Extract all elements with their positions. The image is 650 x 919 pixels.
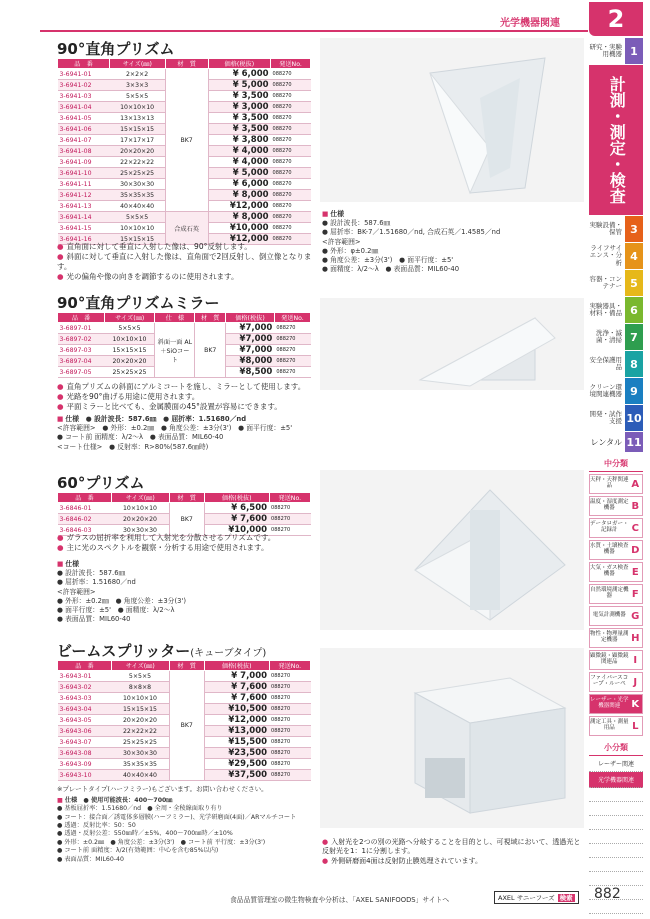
shipping-no: 088270	[274, 334, 310, 345]
product-size: 20×20×20	[111, 514, 169, 525]
product-size: 10×10×10	[110, 223, 166, 234]
shipping-no: 088270	[271, 168, 311, 179]
side-navigation	[589, 38, 643, 919]
product-price: ¥12,000	[204, 715, 269, 726]
product-code: 3-6943-08	[58, 748, 112, 759]
product-price: ¥ 5,000	[208, 80, 270, 91]
product-price: ¥8,500	[226, 367, 275, 378]
product-code: 3-6941-01	[58, 69, 110, 80]
product-price: ¥12,000	[208, 234, 270, 245]
product-price: ¥7,000	[226, 334, 275, 345]
mid-category-d[interactable]: 水質・土壌検査機器 D	[589, 540, 643, 560]
shipping-no: 088270	[271, 146, 311, 157]
product-price: ¥ 6,500	[204, 503, 269, 514]
shipping-no: 088270	[271, 212, 311, 223]
product-code: 3-6941-04	[58, 102, 110, 113]
category-label: 光学機器関連	[500, 18, 560, 29]
product-price: ¥ 7,600	[204, 682, 269, 693]
product-code: 3-6897-03	[58, 345, 105, 356]
mid-category-a[interactable]: 天秤・天秤関連品 A	[589, 474, 643, 494]
mid-category-f[interactable]: 自然環境測定機器 F	[589, 584, 643, 604]
shipping-no: 088270	[271, 102, 311, 113]
table-row	[58, 503, 311, 514]
current-section-label: 計測・測定・検査	[607, 76, 627, 204]
product-price: ¥ 6,000	[208, 179, 270, 190]
product-size: 5×5×5	[105, 323, 155, 334]
shipping-no: 088270	[271, 190, 311, 201]
prism90-spec: ■ 仕様 ● 設計波長：587.6㎚ ● 屈折率：BK-7／1.51680／nd, 合成石英／1.4585／nd <許容範囲> ● 外形：φ±0.2㎜ ● 角度公差：±3分(3') ● 面平行度：±5' ● 面精度：λ/2～λ ● 表面品質：MIL60-40	[322, 210, 584, 274]
shipping-no: 088270	[269, 748, 310, 759]
product-price: ¥10,000	[204, 525, 269, 536]
product-size: 15×15×15	[105, 345, 155, 356]
product-price: ¥ 5,000	[208, 168, 270, 179]
product-code: 3-6941-07	[58, 135, 110, 146]
shipping-no: 088270	[269, 759, 310, 770]
splitter-title: ビームスプリッター(キューブタイプ)	[57, 642, 267, 660]
mirror-bullets: ● 直角プリズムの斜面にアルミコートを施し、ミラーとして使用します。 ● 光路を90°曲げる用途に使用されます。 ● 平面ミラーと比べても、金属膜面の45°設置が容易にできます。	[57, 382, 317, 412]
product-size: 13×13×13	[110, 113, 166, 124]
product-price: ¥ 8,000	[208, 190, 270, 201]
product-code: 3-6941-03	[58, 91, 110, 102]
material: 合成石英	[165, 212, 208, 245]
shipping-no: 088270	[271, 157, 311, 168]
product-size: 15×15×15	[110, 234, 166, 245]
page-number: 882	[594, 886, 621, 902]
side-tab-4[interactable]: ライフサイエンス・分析 4	[589, 243, 643, 269]
product-size: 30×30×30	[111, 748, 169, 759]
shipping-no: 088270	[271, 124, 311, 135]
product-size: 35×35×35	[110, 190, 166, 201]
shipping-no: 088270	[269, 704, 310, 715]
product-price: ¥8,000	[226, 356, 275, 367]
shipping-no: 088270	[271, 69, 311, 80]
side-tab-8[interactable]: 安全保護用品 8	[589, 351, 643, 377]
mid-category-j[interactable]: ファイバースコープ・ルーペ J	[589, 672, 643, 692]
side-tab-7[interactable]: 洗浄・滅菌・清掃 7	[589, 324, 643, 350]
product-size: 17×17×17	[110, 135, 166, 146]
mid-category-c[interactable]: データロガー・記録計 C	[589, 518, 643, 538]
product-size: 35×35×35	[111, 759, 169, 770]
material: BK7	[195, 323, 226, 378]
shipping-no: 088270	[271, 91, 311, 102]
product-code: 3-6941-13	[58, 201, 110, 212]
side-tab-1[interactable]: 研究・実験用機器 1	[589, 38, 643, 64]
product-size: 20×20×20	[110, 146, 166, 157]
side-tab-6[interactable]: 実験器具・材料・備品 6	[589, 297, 643, 323]
product-code: 3-6941-16	[58, 234, 110, 245]
shipping-no: 088270	[269, 693, 310, 704]
product-price: ¥7,000	[226, 323, 275, 334]
product-price: ¥10,500	[204, 704, 269, 715]
prism90-photo	[320, 38, 584, 202]
product-price: ¥13,000	[204, 726, 269, 737]
product-price: ¥ 4,000	[208, 146, 270, 157]
side-tab-rental[interactable]: レンタル 11	[589, 432, 643, 452]
product-code: 3-6943-03	[58, 693, 112, 704]
product-size: 10×10×10	[111, 693, 169, 704]
product-price: ¥15,500	[204, 737, 269, 748]
mid-category-title: 中分類	[589, 458, 643, 472]
shipping-no: 088270	[269, 671, 310, 682]
shipping-no: 088270	[271, 80, 311, 91]
table-row	[58, 671, 311, 682]
shipping-no: 088270	[271, 223, 311, 234]
shipping-no: 088270	[271, 135, 311, 146]
side-tab-10[interactable]: 開発・試作支援 10	[589, 405, 643, 431]
product-code: 3-6941-14	[58, 212, 110, 223]
footer-search-logo[interactable]: AXEL サニーフーズ 検索	[494, 891, 579, 904]
header-divider	[40, 30, 588, 32]
shipping-no: 088270	[274, 323, 310, 334]
product-price: ¥37,500	[204, 770, 269, 781]
mirror-spec: ■ 仕様 ● 設計波長：587.6㎚ ● 屈折率：1.51680／nd <許容範囲> ● 外形：±0.2㎜ ● 角度公差：±3分(3') ● 面平行度：±5' ● コート前 面精度：λ/2～λ ● 表面品質：MIL60-40 <コート仕様> ● 反射率：R>80%(587.6㎚時)	[57, 415, 357, 452]
small-category-laser[interactable]: レーザー関連	[589, 756, 643, 772]
splitter-spec: ■ 仕様 ● 使用可能波長：400～700㎚ ● 基板屈折率：1.51680／nd ● 全周・全稜線面取り有り ● コート：接合面／誘電体多層膜(ハーフミラー)、光学研磨面(4面)／ARマルチコート ● 透過：反射比率：50：50 ● 透過・反射公差：550㎚時／±5%、400～700㎚時／±10% ● 外形：±0.2㎜ ● 角度公差：±3分(3') ● コート前 平行度：±3分(3') ● コート前 面精度：λ/2(有効範囲：中心を含む85%以内) ● 表面品質：MIL60-40	[57, 797, 322, 864]
prism60-bullets: ● ガラスの屈折率を利用して入射光を分散させるプリズムです。 ● 主に光のスペクトルを観察・分析する用途で使用されます。	[57, 533, 317, 553]
product-price: ¥10,000	[208, 223, 270, 234]
product-size: 5×5×5	[111, 671, 169, 682]
product-price: ¥29,500	[204, 759, 269, 770]
product-size: 2×2×2	[110, 69, 166, 80]
product-code: 3-6897-05	[58, 367, 105, 378]
shipping-no: 088270	[269, 514, 310, 525]
shipping-no: 088270	[269, 726, 310, 737]
shipping-no: 088270	[274, 345, 310, 356]
product-price: ¥ 3,000	[208, 102, 270, 113]
product-code: 3-6897-02	[58, 334, 105, 345]
splitter-note: ※プレートタイプ(ハーフミラー)もございます。お問い合わせください。	[57, 785, 268, 793]
coating-spec: 斜面一面 AL＋SiOコート	[155, 323, 195, 378]
product-size: 15×15×15	[111, 704, 169, 715]
shipping-no: 088270	[269, 715, 310, 726]
shipping-no: 088270	[269, 503, 310, 514]
product-code: 3-6941-15	[58, 223, 110, 234]
product-code: 3-6846-01	[58, 503, 112, 514]
product-price: ¥12,000	[208, 201, 270, 212]
prism60-title: 60°プリズム	[57, 474, 145, 492]
splitter-photo	[320, 648, 584, 828]
product-size: 20×20×20	[111, 715, 169, 726]
product-price: ¥ 3,500	[208, 113, 270, 124]
product-size: 25×25×25	[105, 367, 155, 378]
product-code: 3-6941-06	[58, 124, 110, 135]
product-code: 3-6943-01	[58, 671, 112, 682]
product-size: 3×3×3	[110, 80, 166, 91]
product-code: 3-6941-10	[58, 168, 110, 179]
table-row	[58, 69, 311, 80]
mid-category-g[interactable]: 電気計測機器 G	[589, 606, 643, 626]
mid-category-k[interactable]: レーザー・光学機器関連 K	[589, 694, 643, 714]
product-code: 3-6943-02	[58, 682, 112, 693]
splitter-bullets: ● 入射光を2つの別の光路へ分岐することを目的とし、可視域において、透過光と反射光を1：1に分割します。 ● 外側研磨面4面は反射防止膜処理されています。	[322, 838, 584, 866]
mid-category-l[interactable]: 測定工具・測量用品 L	[589, 716, 643, 736]
product-size: 25×25×25	[111, 737, 169, 748]
product-price: ¥ 7,600	[204, 514, 269, 525]
product-code: 3-6943-07	[58, 737, 112, 748]
prism90-title: 90°直角プリズム	[57, 40, 175, 58]
mirror-photo	[320, 298, 584, 390]
product-price: ¥ 7,000	[204, 671, 269, 682]
product-code: 3-6846-03	[58, 525, 112, 536]
shipping-no: 088270	[271, 234, 311, 245]
product-code: 3-6941-08	[58, 146, 110, 157]
product-price: ¥ 6,000	[208, 69, 270, 80]
product-size: 22×22×22	[110, 157, 166, 168]
product-code: 3-6897-01	[58, 323, 105, 334]
product-code: 3-6943-10	[58, 770, 112, 781]
product-code: 3-6941-02	[58, 80, 110, 91]
product-size: 30×30×30	[111, 525, 169, 536]
product-code: 3-6897-04	[58, 356, 105, 367]
product-size: 8×8×8	[111, 682, 169, 693]
material: BK7	[169, 503, 204, 536]
product-price: ¥ 8,000	[208, 212, 270, 223]
product-code: 3-6943-06	[58, 726, 112, 737]
shipping-no: 088270	[274, 367, 310, 378]
small-category-title: 小分類	[589, 742, 643, 756]
product-size: 5×5×5	[110, 212, 166, 223]
product-size: 20×20×20	[105, 356, 155, 367]
mirror-table: 品 番 サイズ(㎜) 仕 様 材 質 価格(税抜) 発送No. 3-6897-01 5×5×5 斜面一面 AL＋SiOコート BK7 ¥7,000 088270 3-6897-02 10×10×10 ¥7,000 088270 3-6897-03 15×15×15 ¥7,000 088270 3-6897-04 20×20×20 ¥8,000 088270 3-6897-05 25×25×25 ¥8,500 088270	[57, 312, 311, 378]
product-code: 3-6941-11	[58, 179, 110, 190]
product-price: ¥ 3,500	[208, 91, 270, 102]
mid-category-e[interactable]: 大気・ガス検査機器 E	[589, 562, 643, 582]
product-price: ¥ 7,600	[204, 693, 269, 704]
product-size: 40×40×40	[110, 201, 166, 212]
shipping-no: 088270	[269, 770, 310, 781]
product-code: 3-6941-12	[58, 190, 110, 201]
shipping-no: 088270	[271, 179, 311, 190]
material: BK7	[169, 671, 204, 781]
product-size: 30×30×30	[110, 179, 166, 190]
shipping-no: 088270	[269, 737, 310, 748]
footer-text: 食品品質管理室の微生物検査や分析は、「AXEL SANIFOODS」サイトへ	[230, 896, 450, 904]
shipping-no: 088270	[271, 113, 311, 124]
prism60-spec: ■ 仕様 ● 設計波長：587.6㎚ ● 屈折率：1.51680／nd <許容範囲> ● 外形：±0.2㎜ ● 角度公差：±3分(3') ● 面平行度：±5' ● 面精度：λ/2～λ ● 表面品質：MIL60-40	[57, 560, 277, 624]
side-tab-5[interactable]: 容器・コンテナー 5	[589, 270, 643, 296]
product-size: 15×15×15	[110, 124, 166, 135]
prism90-table: 品 番 サイズ(㎜) 材 質 価格(税抜) 発送No. 3-6941-01 2×2×2 BK7 ¥ 6,000 088270 3-6941-02 3×3×3 ¥ 5,000 088270 3-6941-03 5×5×5 ¥ 3,500 088270 3-6941-04 10×10×10 ¥ 3,000 088270 3-6941-05 13×13×13 ¥ 3,500 088270 3-6941-06 15×15×15 ¥ 3,500 088270 3-6941-07 17×17×17 ¥ 3,800 088270 3-6941-08 20×20×20 ¥ 4,000 088270 3-6941-09 22×22×22 ¥ 4,000 088270 3-6941-10 25×25×25 ¥ 5,000 088270 3-6941-11 30×30×30 ¥ 6,000 088270 3-6941-12 35×35×35 ¥ 8,000 088270 3-6941-13 40×40×40 ¥12,000 088270 3-6941-14 5×5×5 合成石英 ¥ 8,000 088270 3-6941-15 10×10×10 ¥10,000 088270 3-6941-16 15×15×15 ¥12,000 088270	[57, 58, 311, 245]
small-category-optical[interactable]: 光学機器関連	[589, 772, 643, 788]
product-size: 10×10×10	[105, 334, 155, 345]
product-price: ¥ 3,500	[208, 124, 270, 135]
table-row	[58, 212, 311, 223]
splitter-table: 品 番 サイズ(㎜) 材 質 価格(税抜) 発送No. 3-6943-01 5×5×5 BK7 ¥ 7,000 088270 3-6943-02 8×8×8 ¥ 7,600 088270 3-6943-03 10×10×10 ¥ 7,600 088270 3-6943-04 15×15×15 ¥10,500 088270 3-6943-05 20×20×20 ¥12,000 088270 3-6943-06 22×22×22 ¥13,000 088270 3-6943-07 25×25×25 ¥15,500 088270 3-6943-08 30×30×30 ¥23,500 088270 3-6943-09 35×35×35 ¥29,500 088270 3-6943-10 40×40×40 ¥37,500 088270	[57, 660, 311, 781]
product-code: 3-6943-09	[58, 759, 112, 770]
product-code: 3-6941-09	[58, 157, 110, 168]
product-code: 3-6846-02	[58, 514, 112, 525]
section-number: 2	[589, 2, 643, 36]
mirror-title: 90°直角プリズムミラー	[57, 294, 220, 312]
product-size: 10×10×10	[111, 503, 169, 514]
shipping-no: 088270	[269, 525, 310, 536]
prism60-photo	[320, 470, 584, 630]
shipping-no: 088270	[274, 356, 310, 367]
search-button[interactable]: 検索	[559, 894, 573, 902]
product-code: 3-6943-05	[58, 715, 112, 726]
product-code: 3-6943-04	[58, 704, 112, 715]
product-size: 10×10×10	[110, 102, 166, 113]
product-price: ¥ 4,000	[208, 157, 270, 168]
mid-category-i[interactable]: 顕微鏡・顕微鏡関連品 I	[589, 650, 643, 670]
side-tab-3[interactable]: 実験設備・保管 3	[589, 216, 643, 242]
product-size: 5×5×5	[110, 91, 166, 102]
mid-category-h[interactable]: 物性・物理量測定機器 H	[589, 628, 643, 648]
product-size: 40×40×40	[111, 770, 169, 781]
product-price: ¥7,000	[226, 345, 275, 356]
shipping-no: 088270	[269, 682, 310, 693]
mid-category-b[interactable]: 温度・湿度測定機器 B	[589, 496, 643, 516]
shipping-no: 088270	[271, 201, 311, 212]
side-tab-current[interactable]	[589, 65, 643, 215]
product-code: 3-6941-05	[58, 113, 110, 124]
prism60-table: 品 番 サイズ(㎜) 材 質 価格(税抜) 発送No. 3-6846-01 10×10×10 BK7 ¥ 6,500 088270 3-6846-02 20×20×20 ¥ 7,600 088270 3-6846-03 30×30×30 ¥10,000 088270	[57, 492, 311, 536]
product-size: 22×22×22	[111, 726, 169, 737]
prism90-bullets: ● 直角面に対して垂直に入射した像は、90°反射します。 ● 斜面に対して垂直に入射した像は、直角面で2回反射し、倒立像となります。 ● 光の偏角や像の向きを調節するのに使用されます。	[57, 242, 317, 283]
product-price: ¥ 3,800	[208, 135, 270, 146]
side-tab-9[interactable]: クリーン環境関連機器 9	[589, 378, 643, 404]
product-price: ¥23,500	[204, 748, 269, 759]
product-size: 25×25×25	[110, 168, 166, 179]
table-row	[58, 323, 311, 334]
material: BK7	[165, 69, 208, 212]
